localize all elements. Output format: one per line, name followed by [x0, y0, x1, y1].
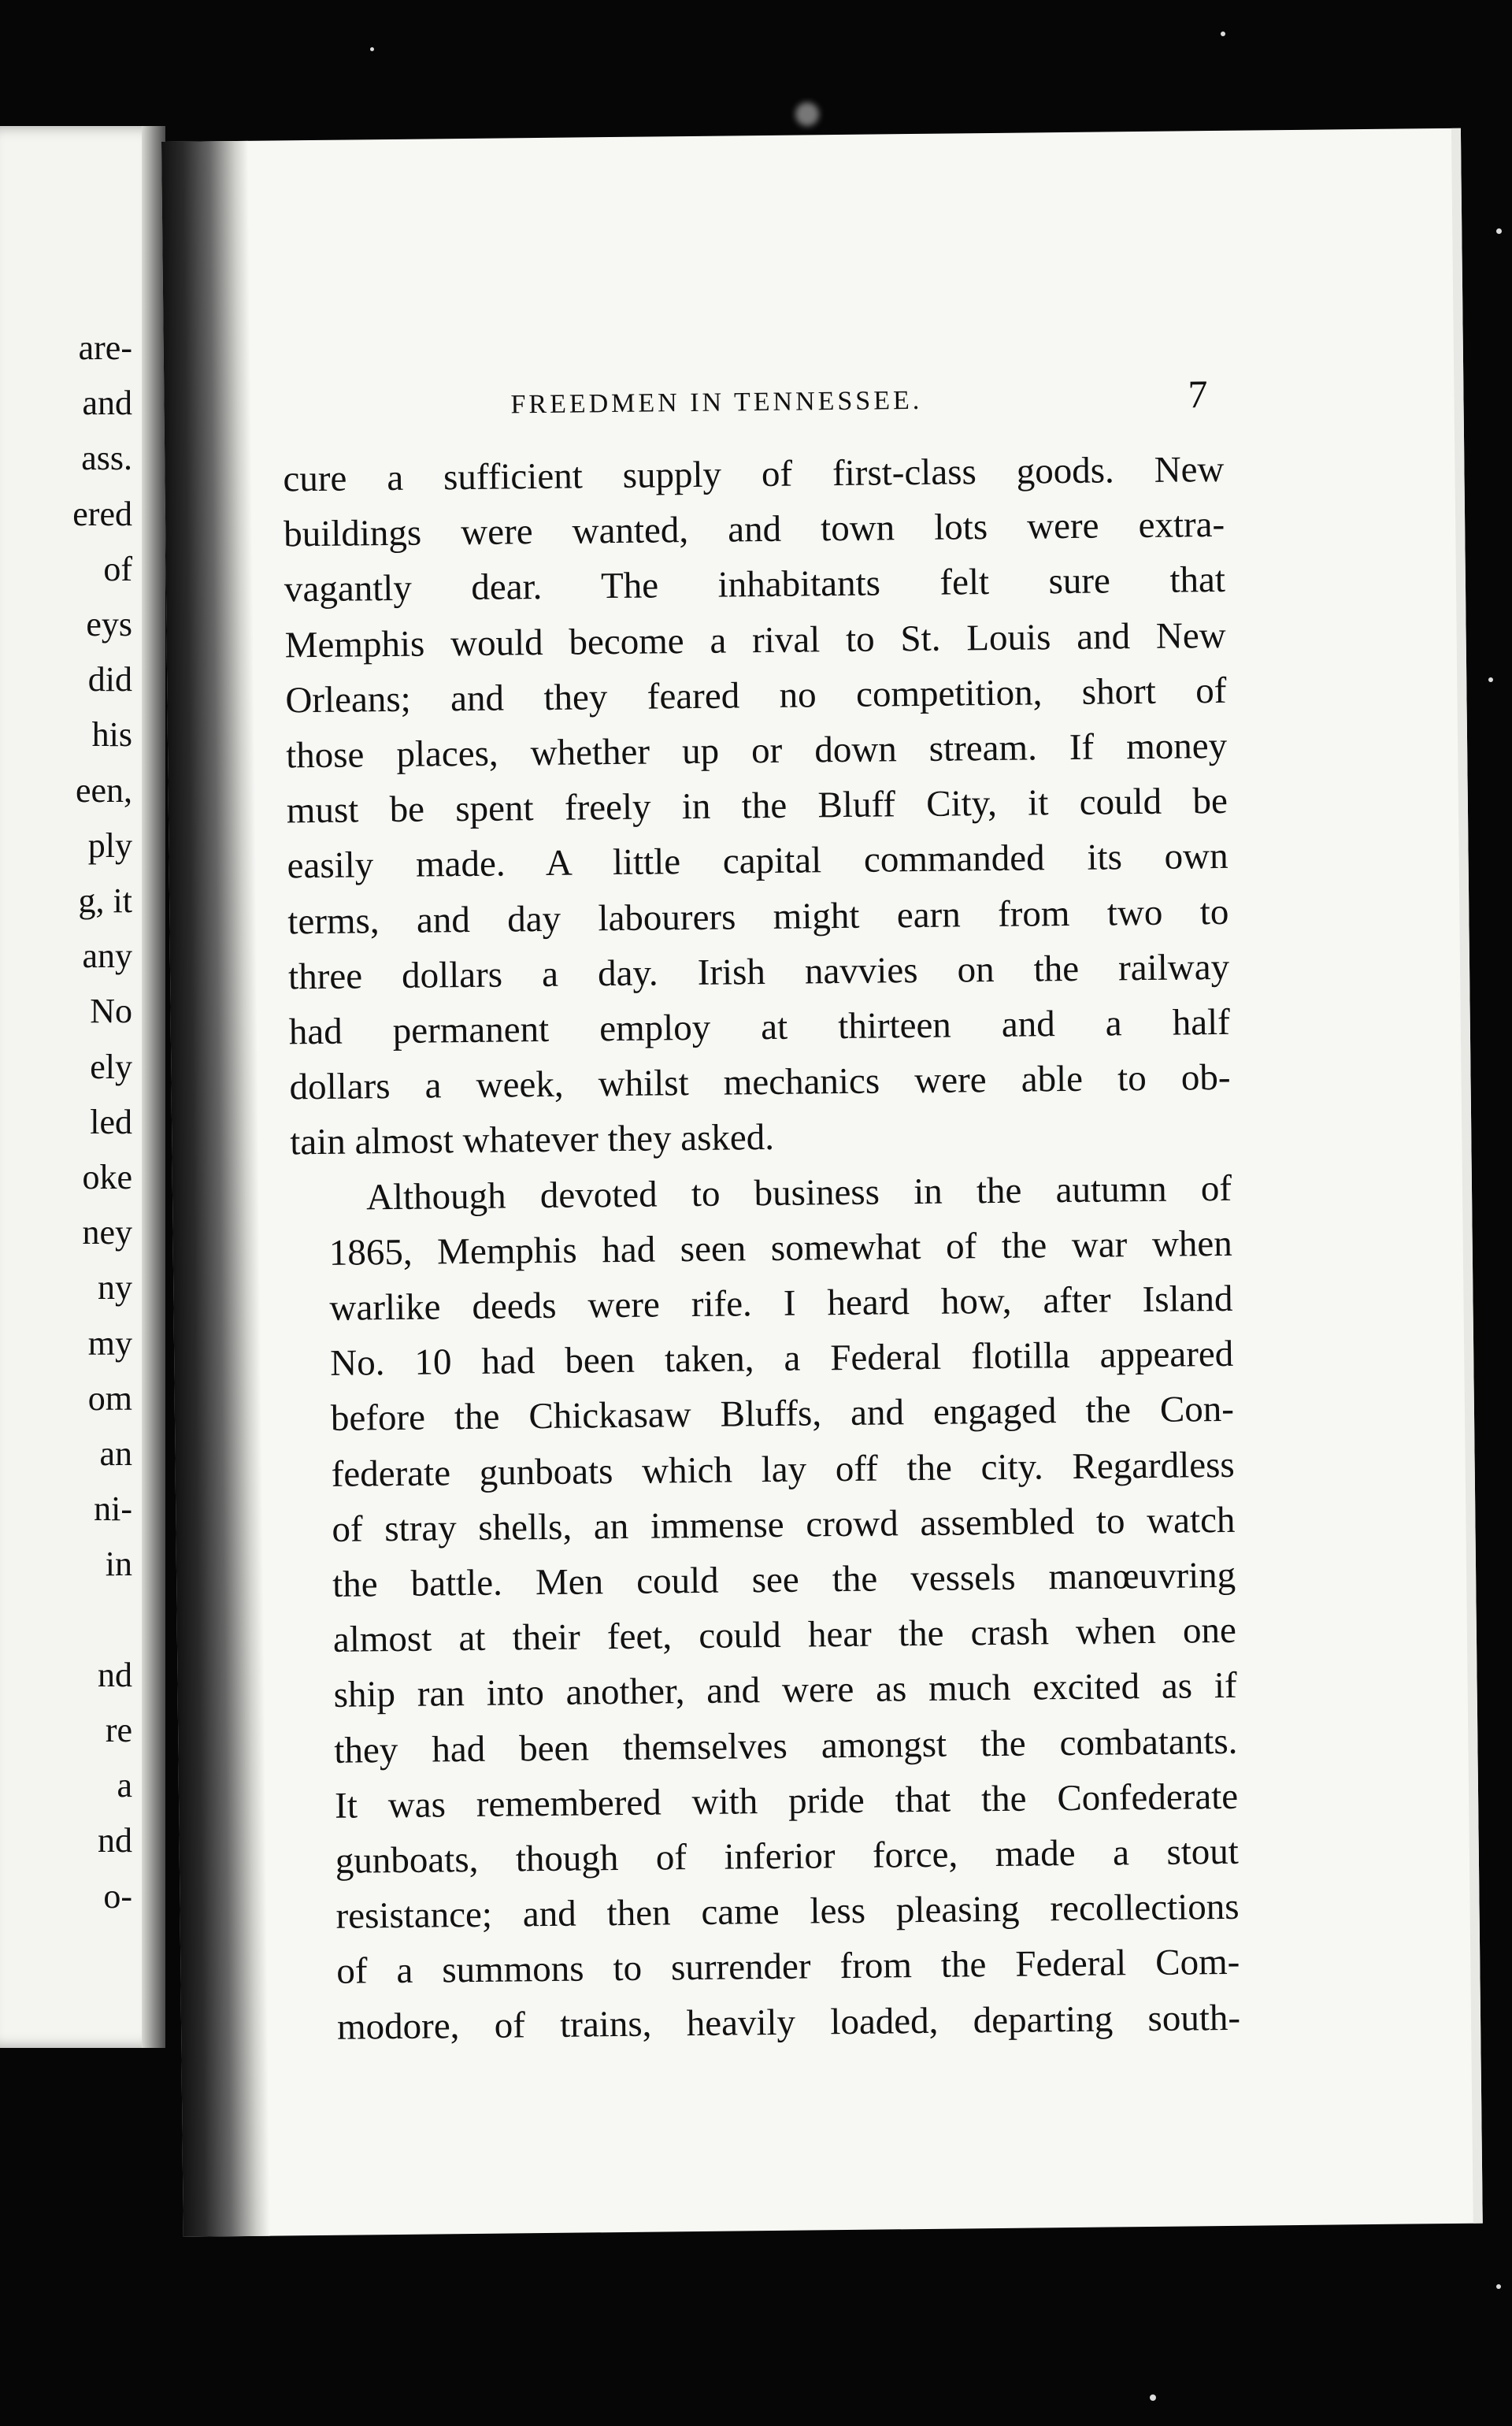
text-line: It was remembered with pride that the Confederate: [334, 1775, 1239, 1827]
text-line: of a summons to surrender from the Federal Com-: [336, 1942, 1240, 1993]
text-line: No. 10 had been taken, a Federal flotilla appeared: [329, 1334, 1234, 1385]
left-page-line-end: are-: [78, 328, 132, 367]
text-line: had permanent employ at thirteen and a half: [288, 1001, 1231, 1053]
page-right-edge: [1451, 128, 1483, 2224]
left-page-line-end: nd: [98, 1821, 132, 1860]
left-page-line-end: oke: [82, 1158, 132, 1196]
left-page-line-end: No: [90, 992, 132, 1031]
text-line: easily made. A little capital commanded its own: [287, 836, 1228, 887]
dust-speck: [370, 47, 374, 51]
page-number: 7: [1188, 372, 1208, 417]
running-head: FREEDMEN IN TENNESSEE.: [510, 385, 923, 420]
text-line: Orleans; and they feared no competition, short of: [285, 670, 1227, 721]
text-line: vagantly dear. The inhabitants felt sure that: [284, 559, 1226, 610]
left-page-gutter: [142, 126, 165, 2048]
text-line: the battle. Men could see the vessels manœuvring: [332, 1554, 1236, 1605]
left-page-line-end: o-: [103, 1876, 132, 1916]
left-page-line-end: my: [87, 1323, 132, 1363]
text-line: buildings were wanted, and town lots were extra-: [283, 504, 1225, 555]
left-page-line-end: of: [103, 549, 132, 588]
text-line: federate gunboats which lay off the city. Regardless: [331, 1444, 1235, 1495]
paragraph-1: [283, 442, 1231, 1170]
left-page-line-end: and: [82, 384, 132, 423]
left-page-line-end: om: [87, 1378, 132, 1418]
left-facing-page: [0, 126, 165, 2048]
text-line: terms, and day labourers might earn from two to: [287, 891, 1229, 942]
left-page-line-end: een,: [75, 770, 132, 810]
text-line: modore, of trains, heavily loaded, departing south-: [336, 1997, 1241, 2048]
text-line: 1865, Memphis had seen somewhat of the war when: [328, 1222, 1232, 1274]
text-line: three dollars a day. Irish navvies on the railway: [287, 946, 1230, 998]
left-page-line-end: in: [105, 1545, 132, 1584]
left-page-line-end: any: [82, 937, 132, 976]
left-page-line-end: g, it: [78, 881, 132, 920]
body-text: [283, 442, 1240, 2055]
text-line: tain almost whatever they asked.: [290, 1117, 775, 1163]
left-page-line-end: ply: [87, 825, 132, 865]
dust-speck: [1150, 2394, 1156, 2401]
dust-speck: [1221, 32, 1225, 36]
dust-speck: [1496, 228, 1502, 234]
text-line: of stray shells, an immense crowd assembled to watch: [332, 1499, 1236, 1550]
dust-speck: [1488, 677, 1493, 682]
left-page-line-end: nd: [98, 1655, 132, 1694]
dust-speck: [795, 102, 819, 126]
text-line: Memphis would become a rival to St. Louis and New: [284, 614, 1226, 666]
text-line: those places, whether up or down stream. If money: [285, 725, 1228, 777]
text-line: gunboats, though of inferior force, made a stout: [335, 1831, 1240, 1882]
left-page-line-end: ney: [82, 1213, 132, 1252]
text-line: before the Chickasaw Bluffs, and engaged the Con-: [330, 1389, 1235, 1440]
text-line: must be spent freely in the Bluff City, it could be: [286, 781, 1228, 832]
left-page-line-end: ered: [72, 494, 132, 533]
paragraph-2: [291, 1160, 1241, 2055]
left-page-line-end: eys: [86, 605, 132, 644]
text-line: they had been themselves amongst the combatants.: [334, 1720, 1238, 1771]
left-page-line-end: led: [90, 1102, 132, 1141]
text-line: cure a sufficient supply of first-class goods. New: [283, 448, 1225, 500]
left-page-line-end: ely: [90, 1047, 132, 1086]
dust-speck: [1496, 2284, 1501, 2289]
left-page-line-end: ny: [98, 1268, 132, 1308]
book-page: [161, 128, 1483, 2237]
text-line: warlike deeds were rife. I heard how, after Island: [329, 1278, 1233, 1329]
page-spine-shadow: [161, 141, 270, 2237]
text-line: resistance; and then came less pleasing recollections: [335, 1886, 1240, 1938]
left-page-line-end: a: [117, 1766, 132, 1805]
text-line: ship ran into another, and were as much excited as if: [333, 1665, 1237, 1716]
text-line: dollars a week, whilst mechanics were able to ob-: [289, 1057, 1231, 1108]
text-line: Although devoted to business in the autumn of: [365, 1167, 1232, 1218]
left-page-line-end: re: [105, 1711, 132, 1749]
left-page-line-end: ass.: [81, 439, 132, 478]
left-page-line-end: ni-: [94, 1489, 132, 1529]
text-line: almost at their feet, could hear the crash when one: [332, 1610, 1237, 1661]
left-page-line-end: an: [99, 1434, 132, 1473]
left-page-line-end: did: [87, 660, 132, 699]
left-page-line-end: his: [91, 715, 132, 755]
